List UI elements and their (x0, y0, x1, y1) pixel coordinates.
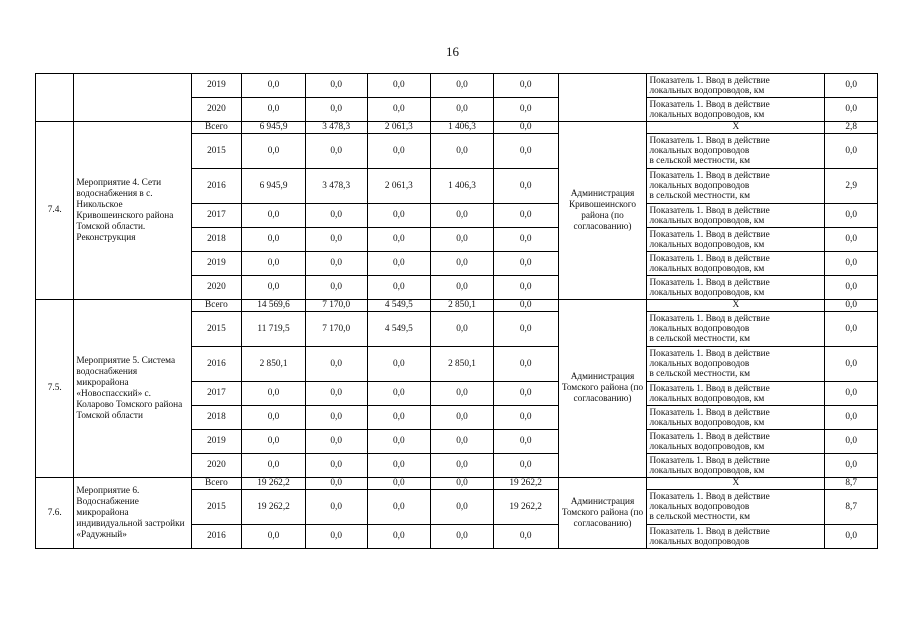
indicator-cell: Показатель 1. Ввод в действие локальных водопроводов в сельской местности, км (647, 347, 825, 382)
year-cell: 2017 (191, 382, 242, 406)
year-cell: 2019 (191, 74, 242, 98)
amount-cell: 0,0 (305, 406, 367, 430)
indicator-value-cell: 0,0 (825, 382, 878, 406)
year-cell: 2015 (191, 312, 242, 347)
event-name-cell: Мероприятие 4. Сети водоснабжения в с. Никольское Кривошеинского района Томской области. Реконструкция (74, 122, 191, 300)
amount-cell: 0,0 (367, 490, 431, 525)
indicator-value-cell: 8,7 (825, 478, 878, 490)
amount-cell: 0,0 (493, 406, 558, 430)
amount-cell: 0,0 (431, 98, 494, 122)
amount-cell: 2 061,3 (367, 169, 431, 204)
amount-cell: 19 262,2 (493, 490, 558, 525)
indicator-value-cell: 0,0 (825, 312, 878, 347)
amount-cell: 0,0 (493, 454, 558, 478)
indicator-cell: Показатель 1. Ввод в действие локальных водопроводов, км (647, 204, 825, 228)
amount-cell: 0,0 (305, 252, 367, 276)
year-cell: Всего (191, 122, 242, 134)
amount-cell: 0,0 (493, 430, 558, 454)
executor-cell: Администрация Томского района (по согласованию) (558, 478, 647, 549)
amount-cell: 0,0 (367, 347, 431, 382)
amount-cell: 0,0 (431, 382, 494, 406)
amount-cell: 0,0 (367, 204, 431, 228)
amount-cell: 0,0 (367, 98, 431, 122)
indicator-value-cell: 0,0 (825, 74, 878, 98)
amount-cell: 0,0 (493, 525, 558, 549)
year-cell: Всего (191, 300, 242, 312)
indicator-value-cell: 0,0 (825, 134, 878, 169)
amount-cell: 0,0 (493, 312, 558, 347)
indicator-value-cell: 0,0 (825, 98, 878, 122)
amount-cell: 4 549,5 (367, 312, 431, 347)
year-cell: 2020 (191, 276, 242, 300)
amount-cell: 0,0 (431, 228, 494, 252)
amount-cell: 0,0 (242, 204, 306, 228)
page-number: 16 (446, 44, 459, 59)
amount-cell: 0,0 (305, 525, 367, 549)
amount-cell: 0,0 (431, 252, 494, 276)
amount-cell: 11 719,5 (242, 312, 306, 347)
amount-cell: 0,0 (431, 276, 494, 300)
amount-cell: 0,0 (305, 276, 367, 300)
amount-cell: 0,0 (242, 454, 306, 478)
amount-cell: 6 945,9 (242, 122, 306, 134)
year-cell: 2020 (191, 454, 242, 478)
amount-cell: 0,0 (431, 478, 494, 490)
indicator-value-cell: 0,0 (825, 252, 878, 276)
indicator-cell: Показатель 1. Ввод в действие локальных водопроводов (647, 525, 825, 549)
amount-cell: 0,0 (305, 74, 367, 98)
executor-cell (558, 74, 647, 122)
indicator-value-cell: 0,0 (825, 454, 878, 478)
indicator-value-cell: 0,0 (825, 406, 878, 430)
indicator-value-cell: 0,0 (825, 228, 878, 252)
amount-cell: 3 478,3 (305, 122, 367, 134)
indicator-cell: Показатель 1. Ввод в действие локальных водопроводов, км (647, 98, 825, 122)
indicator-cell: Показатель 1. Ввод в действие локальных водопроводов, км (647, 276, 825, 300)
amount-cell: 1 406,3 (431, 122, 494, 134)
indicator-cell: Показатель 1. Ввод в действие локальных водопроводов, км (647, 228, 825, 252)
amount-cell: 0,0 (305, 490, 367, 525)
amount-cell: 0,0 (493, 347, 558, 382)
amount-cell: 0,0 (242, 74, 306, 98)
amount-cell: 0,0 (367, 228, 431, 252)
amount-cell: 0,0 (367, 276, 431, 300)
amount-cell: 0,0 (493, 98, 558, 122)
year-cell: 2015 (191, 134, 242, 169)
amount-cell: 14 569,6 (242, 300, 306, 312)
amount-cell: 0,0 (431, 430, 494, 454)
indicator-cell: Показатель 1. Ввод в действие локальных водопроводов, км (647, 430, 825, 454)
amount-cell: 3 478,3 (305, 169, 367, 204)
indicator-cell: Показатель 1. Ввод в действие локальных водопроводов, км (647, 454, 825, 478)
year-cell: Всего (191, 478, 242, 490)
year-cell: 2017 (191, 204, 242, 228)
amount-cell: 6 945,9 (242, 169, 306, 204)
amount-cell: 0,0 (367, 478, 431, 490)
amount-cell: 19 262,2 (242, 490, 306, 525)
year-cell: 2016 (191, 169, 242, 204)
amount-cell: 1 406,3 (431, 169, 494, 204)
indicator-cell: Показатель 1. Ввод в действие локальных водопроводов, км (647, 382, 825, 406)
indicator-cell: X (647, 300, 825, 312)
year-cell: 2016 (191, 347, 242, 382)
amount-cell: 0,0 (431, 204, 494, 228)
amount-cell: 0,0 (493, 252, 558, 276)
indicator-cell: Показатель 1. Ввод в действие локальных водопроводов, км (647, 252, 825, 276)
amount-cell: 0,0 (305, 347, 367, 382)
row-number-cell: 7.4. (36, 122, 74, 300)
amount-cell: 0,0 (305, 98, 367, 122)
indicator-value-cell: 0,0 (825, 300, 878, 312)
amount-cell: 0,0 (305, 228, 367, 252)
amount-cell: 0,0 (242, 134, 306, 169)
indicator-cell: X (647, 122, 825, 134)
amount-cell: 0,0 (367, 406, 431, 430)
amount-cell: 19 262,2 (493, 478, 558, 490)
amount-cell: 0,0 (493, 228, 558, 252)
amount-cell: 4 549,5 (367, 300, 431, 312)
indicator-cell: Показатель 1. Ввод в действие локальных водопроводов, км (647, 406, 825, 430)
amount-cell: 0,0 (431, 312, 494, 347)
amount-cell: 0,0 (493, 204, 558, 228)
amount-cell: 0,0 (493, 169, 558, 204)
amount-cell: 2 850,1 (431, 300, 494, 312)
indicator-value-cell: 2,9 (825, 169, 878, 204)
indicator-value-cell: 0,0 (825, 347, 878, 382)
year-cell: 2019 (191, 430, 242, 454)
amount-cell: 0,0 (493, 122, 558, 134)
amount-cell: 0,0 (493, 74, 558, 98)
indicator-value-cell: 0,0 (825, 204, 878, 228)
amount-cell: 0,0 (493, 382, 558, 406)
table-row (36, 122, 878, 134)
amount-cell: 0,0 (242, 406, 306, 430)
amount-cell: 0,0 (242, 276, 306, 300)
amount-cell: 0,0 (367, 525, 431, 549)
table-row (36, 74, 878, 98)
indicator-cell: Показатель 1. Ввод в действие локальных водопроводов в сельской местности, км (647, 169, 825, 204)
amount-cell: 0,0 (305, 430, 367, 454)
executor-cell: Администрация Кривошеинского района (по согласованию) (558, 122, 647, 300)
amount-cell: 0,0 (431, 454, 494, 478)
amount-cell: 2 061,3 (367, 122, 431, 134)
amount-cell: 0,0 (431, 134, 494, 169)
amount-cell: 0,0 (431, 74, 494, 98)
indicator-value-cell: 0,0 (825, 430, 878, 454)
amount-cell: 0,0 (431, 490, 494, 525)
indicator-value-cell: 2,8 (825, 122, 878, 134)
event-name-cell: Мероприятие 6. Водоснабжение микрорайона индивидуальной застройки «Радужный» (74, 478, 191, 549)
amount-cell: 0,0 (242, 430, 306, 454)
amount-cell: 2 850,1 (242, 347, 306, 382)
amount-cell: 2 850,1 (431, 347, 494, 382)
indicator-cell: Показатель 1. Ввод в действие локальных водопроводов, км (647, 74, 825, 98)
budget-table (35, 73, 878, 549)
amount-cell: 0,0 (305, 134, 367, 169)
amount-cell: 0,0 (493, 300, 558, 312)
year-cell: 2019 (191, 252, 242, 276)
amount-cell: 0,0 (367, 430, 431, 454)
indicator-value-cell: 0,0 (825, 525, 878, 549)
amount-cell: 0,0 (493, 276, 558, 300)
amount-cell: 0,0 (305, 382, 367, 406)
year-cell: 2015 (191, 490, 242, 525)
amount-cell: 0,0 (367, 74, 431, 98)
indicator-cell: X (647, 478, 825, 490)
indicator-cell: Показатель 1. Ввод в действие локальных водопроводов в сельской местности, км (647, 134, 825, 169)
table-row (36, 300, 878, 312)
amount-cell: 0,0 (431, 525, 494, 549)
amount-cell: 0,0 (367, 454, 431, 478)
indicator-cell: Показатель 1. Ввод в действие локальных водопроводов в сельской местности, км (647, 490, 825, 525)
amount-cell: 0,0 (367, 252, 431, 276)
row-number-cell (36, 74, 74, 122)
amount-cell: 0,0 (242, 98, 306, 122)
amount-cell: 0,0 (242, 525, 306, 549)
amount-cell: 0,0 (242, 382, 306, 406)
amount-cell: 7 170,0 (305, 312, 367, 347)
amount-cell: 0,0 (367, 382, 431, 406)
indicator-cell: Показатель 1. Ввод в действие локальных водопроводов в сельской местности, км (647, 312, 825, 347)
table-row (36, 478, 878, 490)
amount-cell: 0,0 (305, 204, 367, 228)
indicator-value-cell: 0,0 (825, 276, 878, 300)
indicator-value-cell: 8,7 (825, 490, 878, 525)
amount-cell: 0,0 (242, 228, 306, 252)
amount-cell: 7 170,0 (305, 300, 367, 312)
amount-cell: 0,0 (493, 134, 558, 169)
year-cell: 2018 (191, 228, 242, 252)
year-cell: 2020 (191, 98, 242, 122)
year-cell: 2018 (191, 406, 242, 430)
year-cell: 2016 (191, 525, 242, 549)
amount-cell: 0,0 (242, 252, 306, 276)
amount-cell: 0,0 (367, 134, 431, 169)
amount-cell: 0,0 (305, 454, 367, 478)
amount-cell: 19 262,2 (242, 478, 306, 490)
executor-cell: Администрация Томского района (по согласованию) (558, 300, 647, 478)
row-number-cell: 7.5. (36, 300, 74, 478)
event-name-cell: Мероприятие 5. Система водоснабжения микрорайона «Новоспасский» с. Коларово Томского района Томской области (74, 300, 191, 478)
event-name-cell (74, 74, 191, 122)
row-number-cell: 7.6. (36, 478, 74, 549)
amount-cell: 0,0 (305, 478, 367, 490)
amount-cell: 0,0 (431, 406, 494, 430)
